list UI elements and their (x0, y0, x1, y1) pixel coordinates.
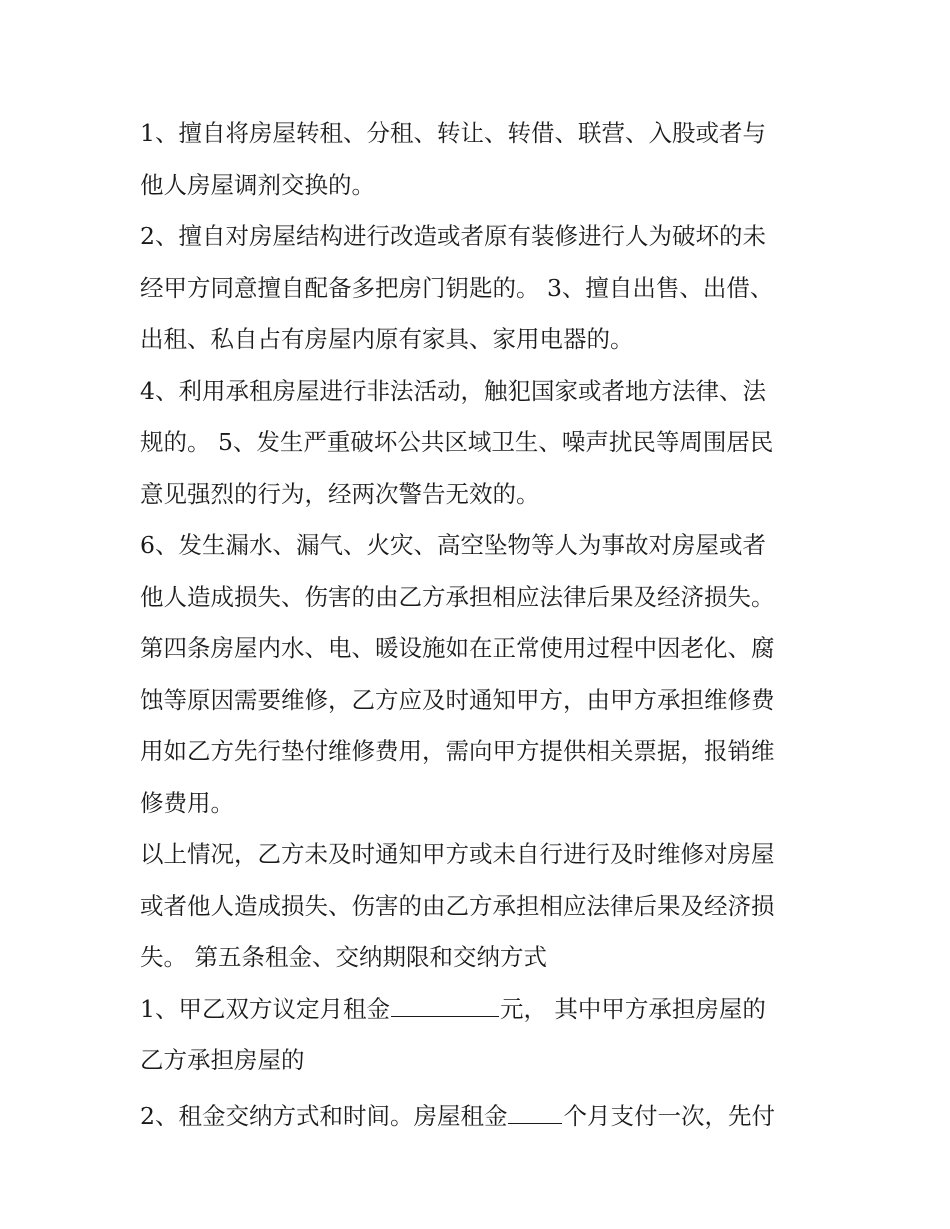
payment-line-prefix: 2、租金交纳方式和时间。房屋租金 (140, 1101, 508, 1130)
text-line: 他人造成损失、伤害的由乙方承担相应法律后果及经济损失。 (140, 582, 775, 611)
text-line: 6、发生漏水、漏气、火灾、高空坠物等人为事故对房屋或者 (140, 531, 766, 559)
payment-method-line (140, 1091, 820, 1143)
payment-line-suffix: 个月支付一次，先付 (563, 1101, 775, 1130)
text-line: 或者他人造成损失、伤害的由乙方承担相应法律后果及经济损 (140, 891, 775, 920)
rent-amount-line (140, 984, 820, 1036)
text-line: 经甲方同意擅自配备多把房门钥匙的。 3、擅自出售、出借、 (140, 273, 774, 302)
text-line: 以上情况，乙方未及时通知甲方或未自行进行及时维修对房屋 (140, 840, 775, 868)
text-line: 第四条房屋内水、电、暖设施如在正常使用过程中因老化、腐 (140, 634, 775, 662)
rent-amount-blank (391, 994, 499, 1017)
text-line: 4、利用承租房屋进行非法活动，触犯国家或者地方法律、法 (140, 376, 766, 405)
text-line: 失。 第五条租金、交纳期限和交纳方式 (140, 943, 547, 971)
text-line: 2、擅自对房屋结构进行改造或者原有装修进行人为破坏的未 (140, 222, 766, 250)
text-line: 乙方承担房屋的 (140, 1046, 305, 1074)
text-line: 规的。 5、发生严重破坏公共区域卫生、噪声扰民等周围居民 (140, 428, 774, 456)
text-line: 蚀等原因需要维修，乙方应及时通知甲方，由甲方承担维修费 (140, 685, 775, 714)
text-line: 出租、私自占有房屋内原有家具、家用电器的。 (140, 325, 634, 353)
text-line: 用如乙方先行垫付维修费用，需向甲方提供相关票据，报销维 (140, 737, 775, 765)
text-line: 1、擅自将房屋转租、分租、转让、转借、联营、入股或者与 (140, 119, 766, 147)
text-line: 修费用。 (140, 788, 234, 817)
rent-line-suffix: 元， 其中甲方承担房屋的 (499, 994, 766, 1023)
document-body (140, 108, 820, 1142)
text-line: 意见强烈的行为，经两次警告无效的。 (140, 479, 540, 508)
text-line: 他人房屋调剂交换的。 (140, 170, 375, 199)
payment-months-blank (508, 1101, 562, 1124)
rent-line-prefix: 1、甲乙双方议定月租金 (140, 994, 390, 1023)
